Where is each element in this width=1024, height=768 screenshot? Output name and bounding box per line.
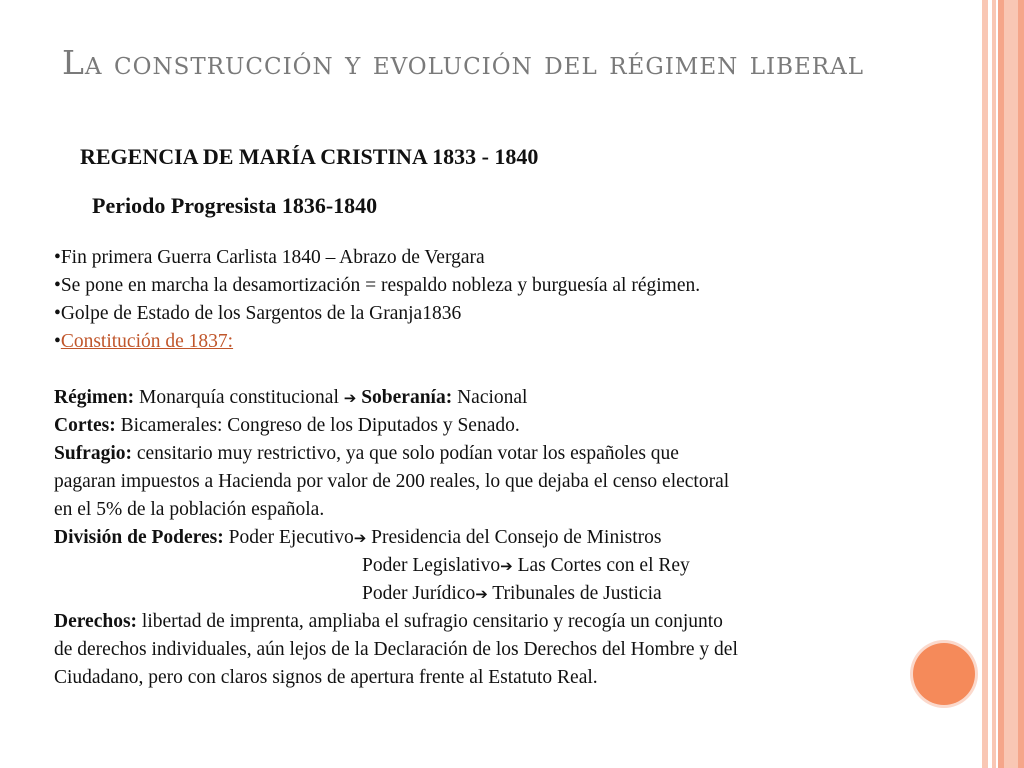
poder-ejecutivo-value: Presidencia del Consejo de Ministros bbox=[366, 527, 662, 548]
derechos-line bbox=[54, 608, 974, 636]
soberania-label: Soberanía: bbox=[361, 387, 453, 408]
derechos-label: Derechos: bbox=[54, 611, 138, 632]
sufragio-line: pagaran impuestos a Hacienda por valor de 200 reales, lo que dejaba el censo electoral bbox=[54, 471, 730, 492]
constitucion-link[interactable]: Constitución de 1837: bbox=[60, 331, 234, 352]
slide-body bbox=[54, 244, 974, 692]
arrow-icon: ➔ bbox=[475, 585, 488, 603]
regimen-line bbox=[54, 384, 974, 412]
bullet-item bbox=[54, 328, 974, 356]
sufragio-text: censitario muy restrictivo, ya que solo podían votar los españoles que bbox=[132, 443, 679, 464]
regimen-value: Monarquía constitucional bbox=[134, 387, 344, 408]
decorative-circle bbox=[913, 643, 975, 705]
cortes-value: Bicamerales: Congreso de los Diputados y Senado. bbox=[115, 415, 520, 436]
division-label: División de Poderes: bbox=[54, 527, 224, 548]
periodo-heading: Periodo Progresista 1836-1840 bbox=[92, 193, 378, 218]
poder-ejecutivo: Poder Ejecutivo bbox=[223, 527, 354, 548]
slide-title: La construcción y evolución del régimen liberal bbox=[62, 43, 864, 82]
cortes-label: Cortes: bbox=[54, 415, 116, 436]
bullet-item: •Se pone en marcha la desamortización = respaldo nobleza y burguesía al régimen. bbox=[54, 275, 701, 296]
bullet-marker: • bbox=[54, 331, 61, 352]
decorative-stripe bbox=[992, 0, 996, 768]
poder-legislativo-value: Las Cortes con el Rey bbox=[512, 555, 690, 576]
arrow-icon: ➔ bbox=[500, 557, 513, 575]
arrow-icon: ➔ bbox=[353, 529, 367, 547]
sufragio-line: en el 5% de la población española. bbox=[54, 499, 325, 520]
bullet-item: •Golpe de Estado de los Sargentos de la Granja1836 bbox=[54, 303, 462, 324]
soberania-value: Nacional bbox=[452, 387, 528, 408]
regimen-label: Régimen: bbox=[54, 387, 135, 408]
sufragio-line bbox=[54, 440, 974, 468]
derechos-text: libertad de imprenta, ampliaba el sufragio censitario y recogía un conjunto bbox=[137, 611, 723, 632]
spacer bbox=[54, 356, 974, 384]
poder-legislativo: Poder Legislativo bbox=[362, 555, 501, 576]
derechos-line: Ciudadano, pero con claros signos de apertura frente al Estatuto Real. bbox=[54, 667, 598, 688]
poder-legislativo-line bbox=[54, 552, 974, 580]
regencia-heading: REGENCIA DE MARÍA CRISTINA 1833 - 1840 bbox=[80, 144, 539, 169]
arrow-icon: ➔ bbox=[343, 389, 357, 407]
division-line bbox=[54, 524, 974, 552]
sufragio-label: Sufragio: bbox=[54, 443, 132, 464]
poder-juridico-line bbox=[54, 580, 974, 608]
poder-juridico-value: Tribunales de Justicia bbox=[487, 583, 662, 604]
decorative-stripe bbox=[982, 0, 988, 768]
bullet-item: •Fin primera Guerra Carlista 1840 – Abrazo de Vergara bbox=[54, 247, 485, 268]
decorative-stripe bbox=[1004, 0, 1018, 768]
cortes-line bbox=[54, 412, 974, 440]
derechos-line: de derechos individuales, aún lejos de la Declaración de los Derechos del Hombre y del bbox=[54, 639, 738, 660]
poder-juridico: Poder Jurídico bbox=[362, 583, 476, 604]
